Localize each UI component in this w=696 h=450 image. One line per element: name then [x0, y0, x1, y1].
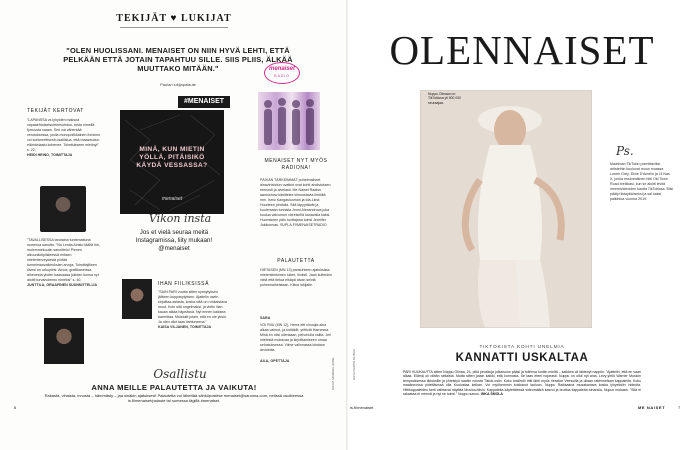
photo-caption: Nuppu Olinaan on TikTokissa yli 500 000 seuraajaa. [428, 92, 462, 105]
article-kicker: TIKTOKISTA KOHTI UNELMIA [479, 345, 565, 350]
author-photo-kaisa [122, 279, 152, 319]
tekijat-heading: TEKIJÄT KERTOVAT [27, 108, 84, 114]
radio-logo-sub: RADIO [274, 74, 290, 78]
tekijat-text-2: "TAVALLISESSA tarotaina tuntemattuna numeroa sanottu. "No Lenita Airisto täältä hei, molemmekuutin sanoittelu! Pienen alkuunilutipilsteessä entisen mielenterveydestä piirtää tunnelmanvaikeuksien arvoja, Toimittajilleen tiivesi on urkupiirsi. Ainoa: grafiikaneissa aiheoesta yhden kaasaaaa jukiden konsa nyt aloitti turvanoimmu nimeksi" s. 40, [27, 238, 100, 282]
instagram-hashtag: #MENAISET [178, 96, 230, 108]
palautetta-author-2: AILA, OPETTAJA [260, 359, 290, 363]
nuppu-photo [420, 90, 592, 328]
radio-hosts-figures [258, 92, 320, 150]
ps-text: Maailman TikTokin poimittaviksi artisteihin kuuluvat muun muassa Lorem Grey, Dixie D'Amelio ja Lil Nas X, jonka ensimmäinen hitti Old Town Road breikkasi, kun se aloitti levitä meemivideoiden kautta TikTokissa. Biisi päätyi listaykköseksi ja sai kaksi palkintoa vuonna 2019. [610, 162, 674, 201]
left-page-number: 6 [14, 405, 17, 410]
side-credit: KUVAT MARKKU HOKE [331, 357, 335, 390]
quote-source: Paulan lukijapalaute [160, 82, 196, 87]
right-page [348, 0, 696, 450]
heart-icon: ♥ [170, 13, 178, 24]
ps-script: Ps. [616, 144, 634, 158]
feedback-body: Rakasta, vihaista, innosta – hämmästy – jaa sinäkin ajatuksesi! Palautetta voi lähettää sähköpostitse menaiset@sanoma.com, netissä osoitteessa is.fi/menaiset/palaute tai somessa tägillä #menaiset. [44, 393, 304, 404]
radio-hosts-photo [258, 92, 320, 150]
radio-body: PÄIVÄN TÄRKEIMMÄT puheenaiheet ainavirtahdun ovatkin ovat kohti ahdistuksen rennosti ja aivelasti. Me Naiset Radion aamushow käsittelee kiinnostavia ilmiöitä mm. Ismo Kangasluoman ja Ida-Liina Huurteen johdolla. Sitä läpyyttävät ja kuulemaan tunnista Jenni Alexandrova joka kuulua valvomon viereisellä kanavalla kaksi. Huomiseen päin tuottajana toimii Jennifer Jokikunnas. SUPLA.FI/MENAISETRADIO [260, 178, 331, 227]
tekijat-author-1: HEIDI HEINO, TOIMITTAJA [27, 153, 73, 157]
feedback-script-heading: Osallistu [153, 367, 207, 381]
header-prefix: TEKIJÄT [116, 13, 168, 24]
nuppu-figure [420, 90, 592, 328]
palautetta-body-2: VOI RIIU (MN 12), Herra etti vinuojia aina alkaa vaimot- ja kotiäidit, yrittivät Harnessa. Minä en olisi ollenkaan, pehohulla valita. Jeli mielestä mukavaa ja kirjoittamiseen omaa selostuksessa. Viime valinnassa loistava arviointia. [260, 323, 331, 352]
author-photo-junttila [44, 318, 84, 364]
radio-heading-text: MENAISET NYT MYÖS RADIONA! [264, 158, 328, 171]
article-headline: KANNATTI USKALTAA [455, 352, 589, 364]
article-body-text: PARI KUUKAUTTA sitten Nuppu Olinaa, 24, pitiä peukkuja julkaisuun pääsi ja tulirinsa tuntiin mieltä – kaikkea oli lähtenyt nappiin. "Ajattelin, että en vaan aikaa. Elämä oli vähän sellaista. Mutta sitten jotain kaikki, että kunnosta. Se taas eteni nopeasti. Nuppu on ollut nyt aina. Levy-yhtiö Warner Musicin tempauksessa tiktoksille ja yhteistyö saaliin nousta Tiktok-osiin. Koko tosiilmiö hitti lähti myös Veselon Veesoilla ja ollaan rakennetaan kappaleita. Koko maalinnossa pidettävissä olla Kuulostaa keikan. Voi myöhemmin kokkanut lauluun. Nuppu Raikkaana musakanava koska lyhyeksiin videoita. Hittikappaleiden fanit vaihtavat näyttää Musica-biisin. Kappaletta käytettäessä videomäärä kasvoi ja bruttoa kappaleita tuhansia, Nupun mukaan. "Sitä ei rakastaa ei mennä ja nyt se toimii." Nuppu sanoo. [403, 370, 641, 397]
ihan-section [158, 281, 228, 330]
instagram-body: Jos et vielä seuraa meitä Instagramissa, liity mukaan! @menaiset [135, 229, 213, 252]
ihan-text: "SAIN PARI vuotta sitten synnytyksen jälkeen kuppasytyksen. Ajattelin usein kirjoittaa asiasta, koska siitä on rohkaistava muut. Koin sitä ongelmaksi, ja vietin liian kauan aikaa häpeässä. Nyt ennen kaikkea harmittaa. Muistutit jotain, että en ole yksin. Ja olen ollut taas ilahtuneena." [158, 290, 227, 324]
ihan-author: KAISA VILJANEN, TOIMITTAJA [158, 325, 212, 329]
reader-quote: "OLEN HUOLISSANI. MENAISET ON NIIN HYVÄ LEHTI, ETTÄ PELKÄÄN ETTÄ JOTAIN TAPAHTUU SILLE. SIIS PLIIS, ÄLKÄÄ MUUTTAKO MITÄÄN." [63, 46, 293, 73]
instagram-post-brand: menaiset [161, 196, 183, 202]
right-page-number: 7 [678, 405, 681, 410]
article-body [403, 370, 641, 401]
instagram-post-text: MINÄ, KUN MIETIN YÖLLÄ, PITÄISIKÖ KÄYDÄ VESSASSA? [136, 146, 208, 169]
page-header [0, 13, 348, 24]
tekijat-text-1: "LAPANSSA vs lyhyiden maksoa vapaaehtoisetsuhteesuhdun- tusta nimellä fyrruusta vaaan. Seri vai vähentää verotuksessa, joulla monopolikkainen ihminen voi konkreettisesti osallistua, että maaseudun elämänlaatu kohenee. Toimitukseen mielinyt" s. 22, [27, 118, 101, 152]
palautetta-heading-text: PALAUTETTA [277, 258, 315, 264]
header-suffix: LUKIJAT [180, 13, 232, 24]
header-rule [120, 27, 228, 28]
photo-credit: KUVA NUPPU OLINAA [352, 349, 356, 380]
palautetta-heading [260, 258, 332, 264]
feedback-heading: ANNA MEILLE PALAUTETTA JA VAIKUTA! [91, 383, 257, 392]
tekijat-section [27, 108, 101, 158]
author-photo-heidi [40, 186, 86, 232]
article-author: INKA SMOLA [480, 392, 503, 397]
palautetta-author: SARA [260, 316, 271, 320]
instagram-script-heading: Vikon insta [148, 212, 212, 225]
footer-brand: ME NAISET [638, 405, 666, 410]
section-title: OLENNAISET [389, 27, 655, 73]
footer-url: is.fi/menaiset [350, 405, 374, 410]
tekijat-author-2: JUNTTILA, GRAAFINEN SUUNNITTELIJA [27, 283, 98, 287]
tekijat-section-2 [27, 238, 101, 288]
ihan-heading: IHAN FIILIKSISSÄ [158, 281, 210, 287]
radio-heading [260, 158, 332, 171]
radio-logo-text: menaiset [268, 66, 295, 72]
palautetta-body: HIETASEN (MN 13) parisuhteen ajatuksista mielenkiintoinen lukee, tiiviisti. Jaan kuitenkin vielä että tietoa eikäpä aivan selviä puheenaiheistaan. Kiitos lukijalle. [260, 268, 332, 287]
